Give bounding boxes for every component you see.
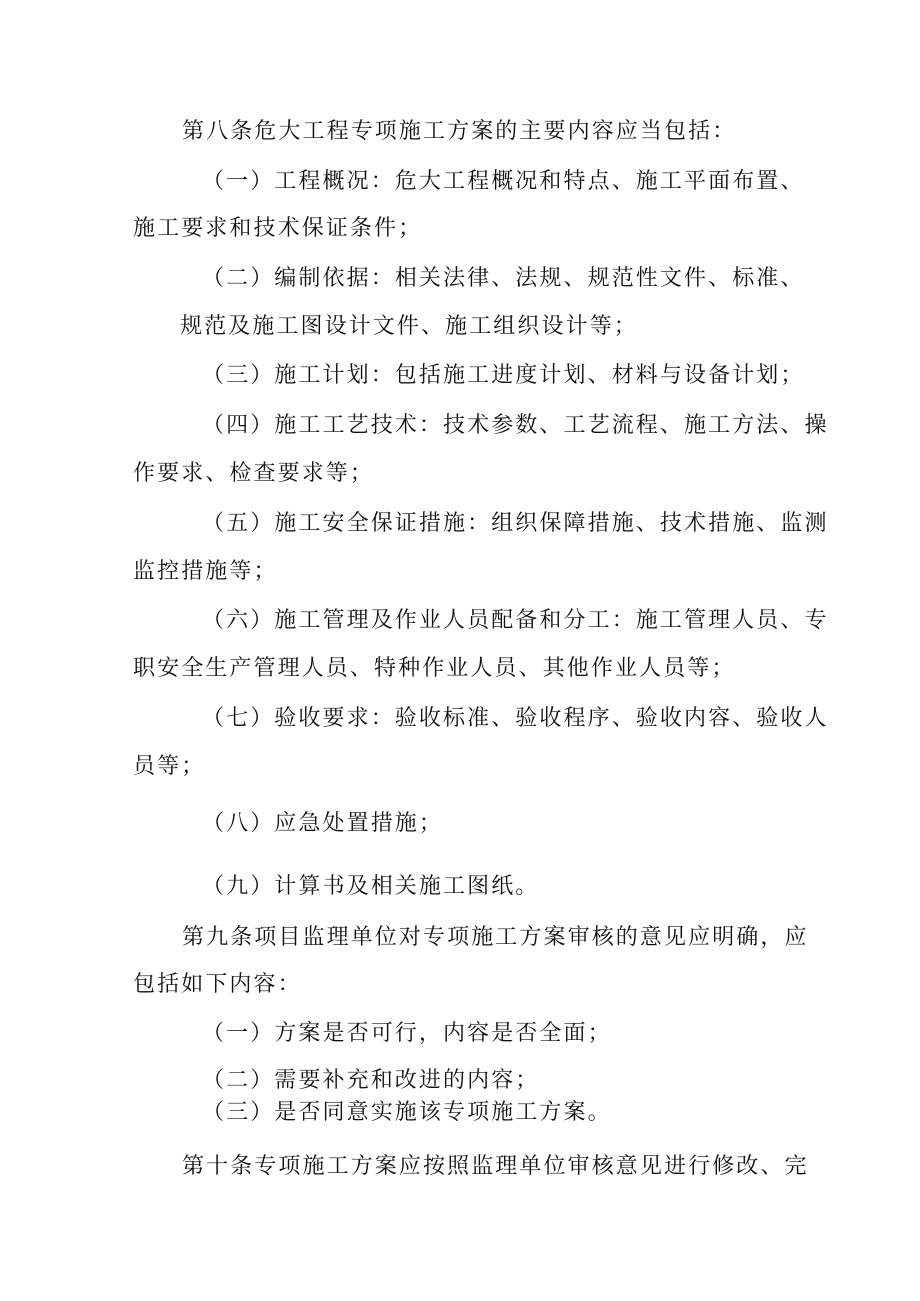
article-8-item-8: （八）应急处置措施；: [202, 811, 444, 836]
article-8-item-4-line-2: 作要求、检查要求等；: [133, 461, 375, 486]
article-8-item-7-line-2: 员等；: [133, 754, 206, 779]
article-8-item-2-line-1: （二）编制依据：相关法律、法规、规范性文件、标准、: [202, 266, 805, 291]
article-9-heading-line-1: 第九条项目监理单位对专项施工方案审核的意见应明确，应: [182, 925, 809, 950]
article-9-item-3: （三）是否同意实施该专项施工方案。: [202, 1100, 612, 1125]
article-9-heading-line-2: 包括如下内容：: [133, 972, 302, 997]
article-10-heading-line-1: 第十条专项施工方案应按照监理单位审核意见进行修改、完: [182, 1154, 809, 1179]
article-8-item-3: （三）施工计划：包括施工进度计划、材料与设备计划；: [202, 363, 805, 388]
article-8-item-6-line-1: （六）施工管理及作业人员配备和分工：施工管理人员、专: [202, 608, 829, 633]
article-9-item-2: （二）需要补充和改进的内容；: [202, 1068, 540, 1093]
article-8-item-2-line-2: 规范及施工图设计文件、施工组织设计等；: [180, 314, 638, 339]
article-8-item-4-line-1: （四）施工工艺技术：技术参数、工艺流程、施工方法、操: [202, 413, 829, 438]
article-8-item-5-line-2: 监控措施等；: [133, 559, 278, 584]
article-8-heading: 第八条危大工程专项施工方案的主要内容应当包括：: [182, 119, 737, 144]
article-8-item-5-line-1: （五）施工安全保证措施：组织保障措施、技术措施、监测: [202, 511, 829, 536]
article-9-item-1: （一）方案是否可行，内容是否全面；: [202, 1021, 612, 1046]
article-8-item-9: （九）计算书及相关施工图纸。: [202, 874, 540, 899]
article-8-item-7-line-1: （七）验收要求：验收标准、验收程序、验收内容、验收人: [202, 706, 829, 731]
article-8-item-6-line-2: 职安全生产管理人员、特种作业人员、其他作业人员等；: [133, 656, 736, 681]
article-8-item-1-line-2: 施工要求和技术保证条件；: [133, 216, 423, 241]
article-8-item-1-line-1: （一）工程概况：危大工程概况和特点、施工平面布置、: [202, 169, 805, 194]
